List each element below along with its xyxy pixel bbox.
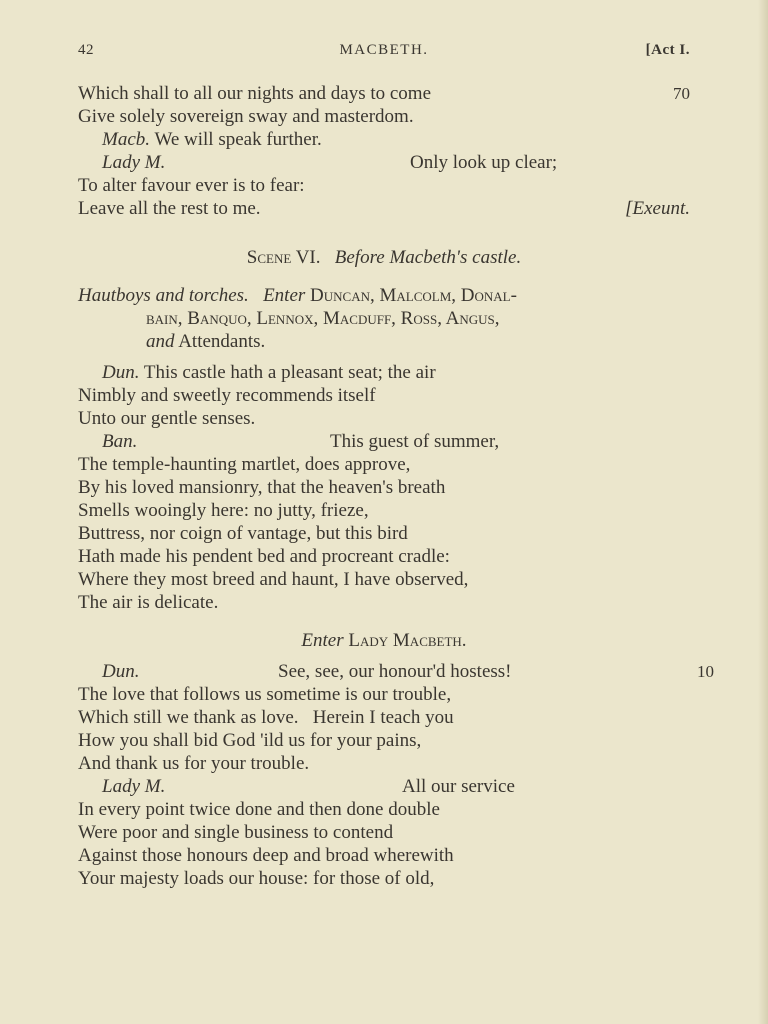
running-title: MACBETH.: [339, 42, 429, 58]
verse-line: [78, 867, 690, 891]
verse-line: [78, 128, 714, 152]
verse-line: [78, 82, 690, 106]
line-number: 10: [697, 662, 714, 681]
verse-text: Unto our gentle senses.: [78, 408, 256, 429]
verse-line: [78, 361, 714, 385]
verse-text: Your majesty loads our house: for those of old,: [78, 868, 435, 889]
verse-line: [78, 476, 690, 500]
verse-text: We will speak further.: [154, 129, 322, 150]
direction-text: Attendants.: [178, 331, 266, 352]
verse-line: [78, 430, 714, 454]
verse-line: [78, 568, 690, 592]
stage-direction: [78, 284, 690, 308]
verse-text: The air is delicate.: [78, 592, 219, 613]
line-number: 70: [673, 84, 690, 103]
verse-line: [78, 197, 690, 221]
verse-text: See, see, our honour'd hostess!: [278, 661, 512, 682]
verse-line: [78, 174, 690, 198]
stage-direction: [78, 629, 690, 653]
verse-line: [78, 499, 690, 523]
verse-text: This guest of summer,: [330, 431, 500, 452]
page-edge: [758, 0, 768, 1024]
direction-text: Hautboys and torches.: [78, 285, 249, 306]
verse-text: Nimbly and sweetly recommends itself: [78, 385, 376, 406]
direction-enter: Enter: [263, 285, 306, 306]
speaker-name: Dun.: [102, 362, 140, 383]
verse-line: [78, 660, 714, 684]
verse-line: [78, 105, 690, 129]
verse-text: Which still we thank as love. Herein I teach you: [78, 707, 454, 728]
character-names: bain, Banquo, Lennox, Macduff, Ross, Angus,: [146, 308, 500, 329]
direction-enter: Enter: [301, 630, 344, 651]
verse-line: [78, 384, 690, 408]
verse-text: Leave all the rest to me.: [78, 198, 261, 219]
verse-text: By his loved mansionry, that the heaven's breath: [78, 477, 446, 498]
verse-text: To alter favour ever is to fear:: [78, 175, 305, 196]
scene-heading: [78, 246, 690, 270]
verse-line: [78, 821, 690, 845]
verse-text: In every point twice done and then done double: [78, 799, 440, 820]
character-names: Lady Macbeth.: [348, 630, 467, 651]
verse-line: [78, 151, 714, 175]
stage-direction: [78, 330, 758, 354]
verse-text: Hath made his pendent bed and procreant cradle:: [78, 546, 450, 567]
scene-label: Scene VI.: [246, 247, 321, 268]
verse-text: Buttress, nor coign of vantage, but this bird: [78, 523, 408, 544]
verse-line: [78, 844, 690, 868]
scene-location: Before Macbeth's castle.: [334, 247, 522, 268]
verse-line: [78, 798, 690, 822]
speaker-name: Dun.: [102, 661, 140, 682]
verse-text: Against those honours deep and broad wherewith: [78, 845, 454, 866]
verse-text: Which shall to all our nights and days to come: [78, 83, 432, 104]
verse-text: Only look up clear;: [410, 152, 558, 173]
verse-line: [78, 752, 690, 776]
verse-text: All our service: [402, 776, 515, 797]
verse-line: [78, 522, 690, 546]
speaker-name: Ban.: [102, 431, 138, 452]
verse-line: [78, 545, 690, 569]
stage-direction: [Exeunt.: [625, 198, 690, 219]
speaker-name: Lady M.: [102, 776, 166, 797]
running-header: [78, 42, 690, 64]
verse-line: [78, 706, 690, 730]
page-number: 42: [78, 42, 94, 58]
verse-line: [78, 775, 714, 799]
verse-line: [78, 591, 690, 615]
verse-text: And thank us for your trouble.: [78, 753, 310, 774]
verse-text: The love that follows us sometime is our trouble,: [78, 684, 452, 705]
verse-line: [78, 683, 690, 707]
speaker-name: Macb.: [102, 129, 151, 150]
direction-text: and: [146, 331, 175, 352]
verse-text: The temple-haunting martlet, does approve,: [78, 454, 411, 475]
character-names: Duncan, Malcolm, Donal-: [310, 285, 517, 306]
verse-text: Were poor and single business to contend: [78, 822, 394, 843]
verse-text: Smells wooingly here: no jutty, frieze,: [78, 500, 369, 521]
stage-direction: [78, 307, 758, 331]
act-label: [Act I.: [645, 42, 690, 58]
verse-line: [78, 453, 690, 477]
speaker-name: Lady M.: [102, 152, 166, 173]
verse-line: [78, 729, 690, 753]
verse-text: How you shall bid God 'ild us for your pains,: [78, 730, 422, 751]
verse-line: [78, 407, 690, 431]
verse-text: This castle hath a pleasant seat; the air: [143, 362, 436, 383]
verse-text: Give solely sovereign sway and masterdom.: [78, 106, 414, 127]
verse-text: Where they most breed and haunt, I have observed,: [78, 569, 469, 590]
